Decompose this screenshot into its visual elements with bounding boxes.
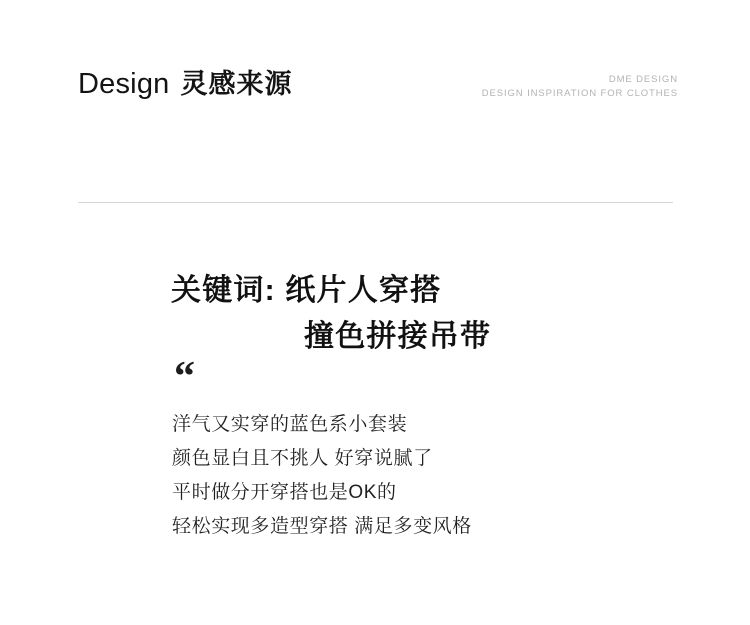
page-header [78, 62, 678, 101]
header-subtitle-line-1: DME DESIGN [608, 74, 678, 85]
page-title-cn: 灵感来源 [180, 69, 293, 99]
keyword-headline-line-2: 撞色拼接吊带 [304, 320, 492, 353]
description-line: 平时做分开穿搭也是OK的 [172, 482, 397, 503]
header-divider [78, 202, 673, 203]
header-subtitle-line-2: DESIGN INSPIRATION FOR CLOTHES [481, 88, 678, 99]
description-line: 颜色显白且不挑人 好穿说腻了 [172, 448, 433, 469]
quote-mark-icon: “ [174, 354, 196, 400]
header-subtitle [482, 62, 678, 101]
page-title-en: Design [78, 68, 170, 100]
page-title [78, 62, 292, 101]
keyword-headline [171, 268, 691, 360]
description-block [172, 408, 692, 544]
description-line: 洋气又实穿的蓝色系小套装 [172, 414, 408, 435]
keyword-headline-line-1: 关键词: 纸片人穿搭 [171, 274, 442, 307]
description-line: 轻松实现多造型穿搭 满足多变风格 [172, 516, 472, 537]
